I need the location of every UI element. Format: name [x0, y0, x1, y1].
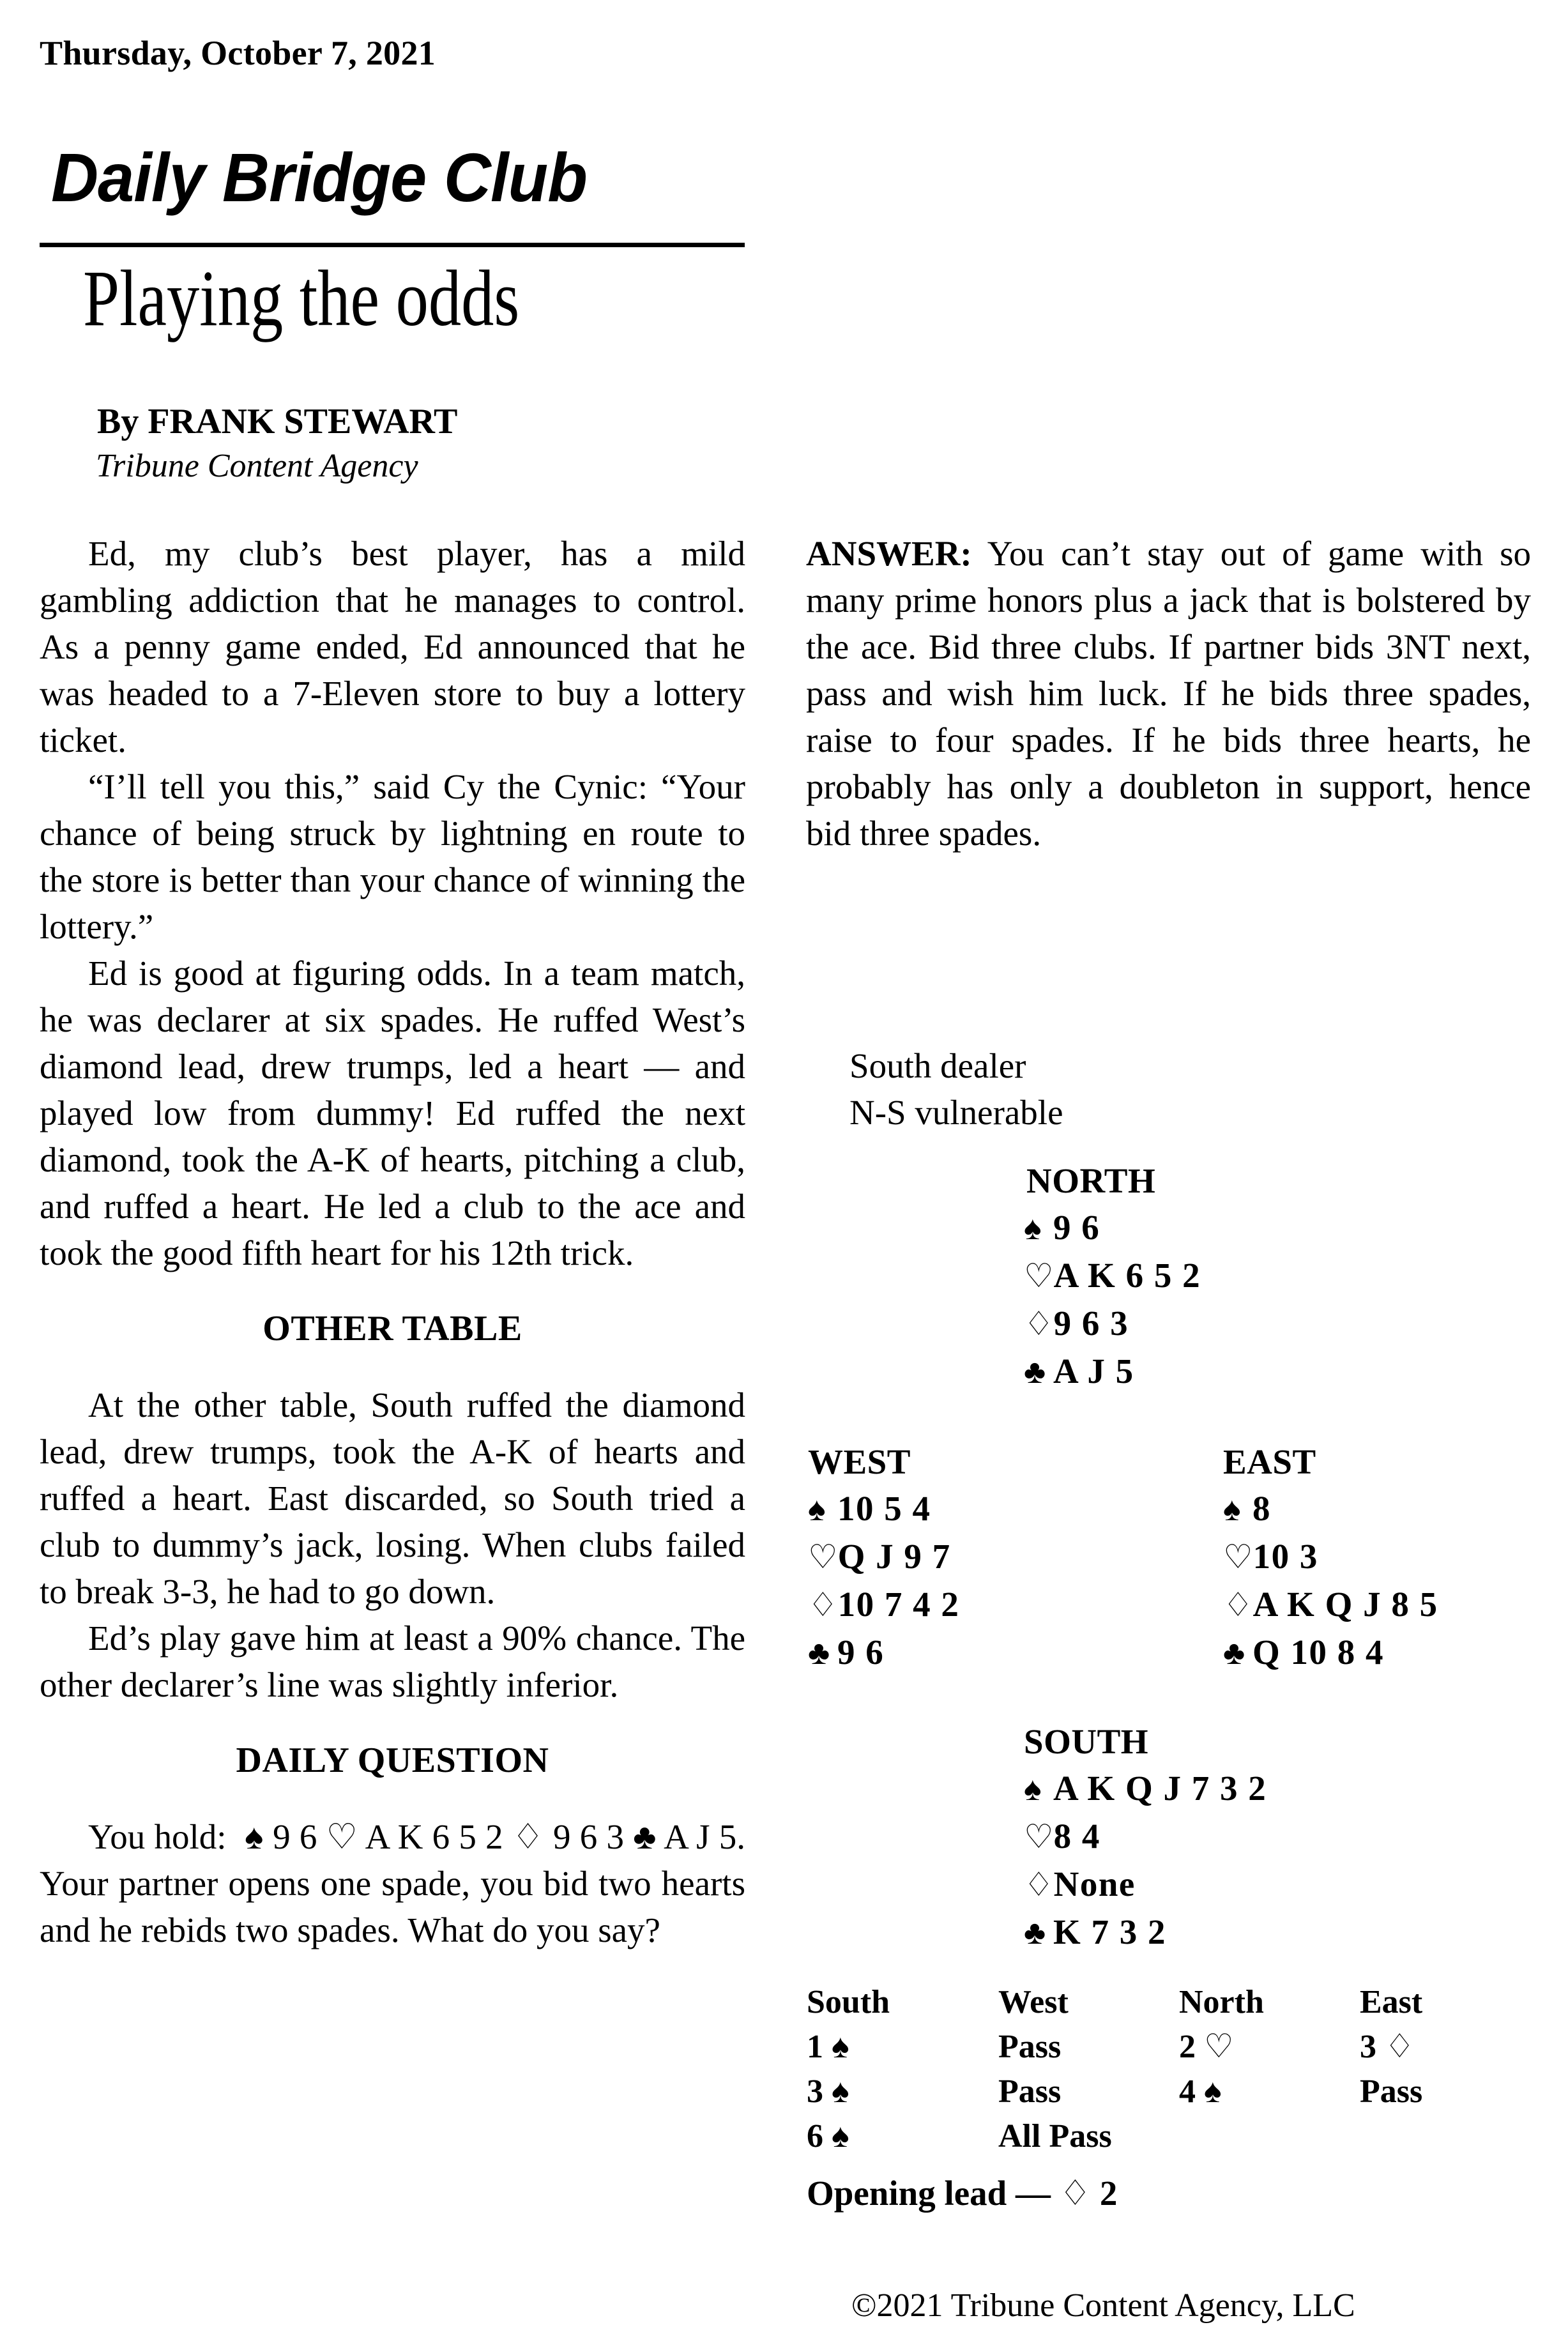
hand-row-clubs [1024, 1348, 1201, 1396]
auction-header-east: East [1360, 1984, 1423, 2020]
bid-cell: All Pass [998, 2118, 1112, 2154]
paragraph: Ed, my club’s best player, has a mild gambling addiction that he manages to control. As a penny game ended, Ed announced that he was headed to a 7-Eleven store to buy a lottery ticket. [40, 534, 745, 759]
bid-cell: 6 ♠ [807, 2118, 849, 2154]
cards-clubs: Q 10 8 4 [1252, 1633, 1385, 1672]
auction-header-row [807, 1980, 1526, 2025]
cards-hearts: 8 4 [1053, 1817, 1100, 1856]
spade-icon: ♠ [1223, 1491, 1241, 1528]
paragraph: At the other table, South ruffed the diamond lead, drew trumps, took the A-K of hearts and ruffed a heart. East discarded, so South tried a club to dummy’s jack, losing. When clubs failed to break 3-3, he had to go down. [40, 1385, 745, 1611]
hand-row-hearts [1024, 1813, 1267, 1861]
cards-hearts: Q J 9 7 [837, 1537, 951, 1576]
club-icon: ♣ [1024, 1354, 1046, 1391]
paragraph: Ed is good at figuring odds. In a team match, he was declarer at six spades. He ruffed West’s diamond lead, drew trumps, led a heart — and played low from dummy! Ed ruffed the next diamond, took the A-K of hearts, pitching a club, and ruffed a heart. He led a club to the ace and took the good fifth heart for his 12th trick. [40, 954, 745, 1272]
cards-hearts: A K 6 5 2 [1053, 1256, 1201, 1295]
heart-icon: ♡ [1223, 1539, 1253, 1576]
club-icon: ♣ [1024, 1915, 1046, 1951]
daily-question-hand: ♠ 9 6 ♡ A K 6 5 2 ♢ 9 6 3 ♣ A J 5. [245, 1817, 745, 1856]
hand-south [1024, 1718, 1267, 1956]
cards-spades: A K Q J 7 3 2 [1053, 1769, 1267, 1808]
bid-cell: Pass [998, 2073, 1062, 2110]
subhead-daily-question: DAILY QUESTION [236, 1741, 549, 1780]
dateline: Thursday, October 7, 2021 [40, 34, 436, 72]
subhead-other-table: OTHER TABLE [263, 1309, 522, 1348]
bid-cell: Pass [998, 2029, 1062, 2065]
hand-label-south: SOUTH [1024, 1722, 1149, 1761]
paragraph: “I’ll tell you this,” said Cy the Cynic: “Your chance of being struck by lightning en route to the store is better than your chance of winning the lottery.” [40, 767, 745, 946]
hand-row-diamonds [1024, 1300, 1201, 1348]
cards-clubs: K 7 3 2 [1053, 1912, 1167, 1951]
cards-hearts: 10 3 [1252, 1537, 1318, 1576]
paragraph: Ed’s play gave him at least a 90% chance. The other declarer’s line was slightly inferior. [40, 1619, 745, 1704]
spade-icon: ♠ [808, 1491, 826, 1528]
agency-credit: Tribune Content Agency [96, 448, 418, 484]
auction-row [807, 2025, 1526, 2070]
auction-row [807, 2114, 1526, 2159]
hand-label-east: EAST [1223, 1442, 1316, 1481]
hand-row-clubs [808, 1629, 959, 1677]
dealer-line: South dealer [849, 1046, 1026, 1085]
deal-info [849, 1042, 1063, 1136]
hand-row-diamonds [1024, 1861, 1267, 1909]
vulnerability-line: N-S vulnerable [849, 1093, 1063, 1132]
diamond-icon: ♢ [808, 1587, 838, 1624]
heart-icon: ♡ [1024, 1258, 1054, 1295]
hand-east [1223, 1438, 1438, 1677]
hand-row-spades [1024, 1765, 1267, 1813]
left-column [40, 530, 745, 1953]
hand-row-diamonds [1223, 1581, 1438, 1629]
diamond-icon: ♢ [1223, 1587, 1253, 1624]
heart-icon: ♡ [808, 1539, 838, 1576]
auction-header-north: North [1179, 1984, 1264, 2020]
cards-spades: 8 [1252, 1489, 1271, 1528]
club-icon: ♣ [808, 1635, 830, 1672]
auction-header-west: West [998, 1984, 1069, 2020]
bid-cell: 1 ♠ [807, 2029, 849, 2065]
daily-question-text: Your partner opens one spade, you bid two hearts and he rebids two spades. What do you say? [40, 1864, 745, 1949]
cards-spades: 10 5 4 [837, 1489, 931, 1528]
hand-north [1024, 1157, 1201, 1396]
cards-diamonds: 10 7 4 2 [837, 1585, 960, 1624]
hand-row-spades [1024, 1204, 1201, 1252]
bid-cell: 2 ♡ [1179, 2029, 1234, 2065]
column-logo: Daily Bridge Club [51, 139, 587, 216]
cards-clubs: 9 6 [837, 1633, 885, 1672]
answer-paragraph [806, 530, 1531, 857]
cards-diamonds: A K Q J 8 5 [1252, 1585, 1438, 1624]
auction-header-south: South [807, 1984, 890, 2020]
bid-cell: Pass [1360, 2073, 1423, 2110]
page-title: Playing the odds [83, 255, 520, 343]
hand-label-west: WEST [808, 1442, 911, 1481]
club-icon: ♣ [1223, 1635, 1245, 1672]
hand-row-hearts [1223, 1533, 1438, 1581]
hand-row-clubs [1223, 1629, 1438, 1677]
bid-cell [1179, 2114, 1360, 2159]
cards-clubs: A J 5 [1053, 1352, 1134, 1391]
right-column [806, 530, 1531, 857]
heart-icon: ♡ [1024, 1819, 1054, 1856]
bid-cell: 3 ♢ [1360, 2029, 1415, 2065]
bid-cell: 4 ♠ [1179, 2073, 1222, 2110]
daily-question-paragraph [40, 1813, 745, 1953]
bid-cell [1360, 2114, 1526, 2159]
auction-table [807, 1980, 1526, 2159]
daily-question-lead: You hold: [88, 1817, 227, 1856]
hand-row-spades [1223, 1485, 1438, 1533]
hand-row-spades [808, 1485, 959, 1533]
byline: By FRANK STEWART [97, 402, 458, 441]
hand-row-hearts [808, 1533, 959, 1581]
cards-diamonds: 9 6 3 [1053, 1304, 1129, 1343]
opening-lead: Opening lead — ♢ 2 [807, 2174, 1118, 2213]
diamond-icon: ♢ [1024, 1306, 1054, 1343]
hand-row-diamonds [808, 1581, 959, 1629]
diamond-icon: ♢ [1024, 1867, 1054, 1903]
answer-label: ANSWER: [806, 534, 972, 573]
hand-label-north: NORTH [1026, 1161, 1156, 1200]
hand-row-hearts [1024, 1252, 1201, 1300]
hand-west [808, 1438, 959, 1677]
spade-icon: ♠ [1024, 1771, 1042, 1808]
bid-cell: 3 ♠ [807, 2073, 849, 2110]
cards-diamonds: None [1053, 1864, 1136, 1903]
hand-row-clubs [1024, 1909, 1267, 1956]
cards-spades: 9 6 [1053, 1208, 1100, 1247]
copyright-notice: ©2021 Tribune Content Agency, LLC [851, 2287, 1355, 2324]
masthead-rule [40, 243, 745, 247]
spade-icon: ♠ [1024, 1210, 1042, 1247]
auction-row [807, 2070, 1526, 2114]
answer-text: You can’t stay out of game with so many prime honors plus a jack that is bolstered by the ace. Bid three clubs. If partner bids 3NT next, pass and wish him luck. If he bids three spades, raise to four spades. If he bids three hearts, he probably has only a doubleton in support, hence bid three spades. [806, 534, 1531, 853]
